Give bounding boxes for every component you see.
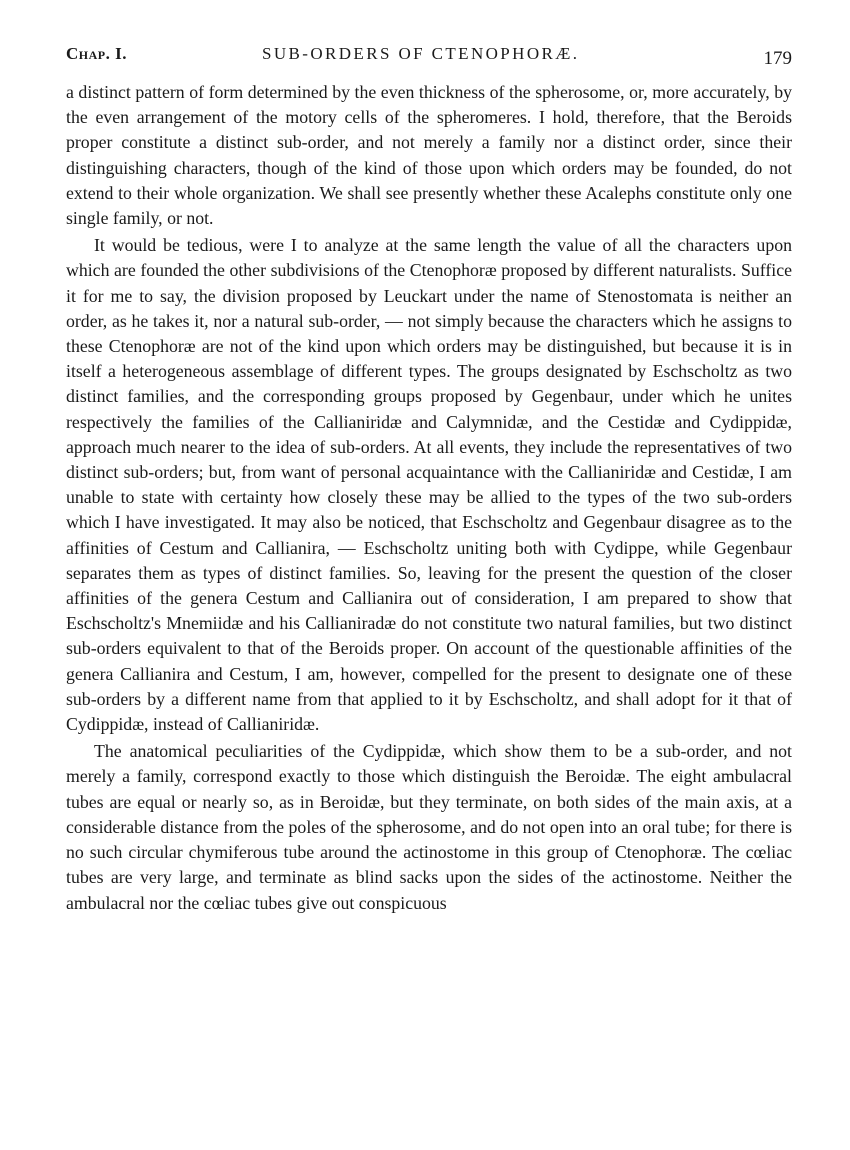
paragraph-continuation: a distinct pattern of form determined by the even thickness of the spherosome, or, more accurately, by the even arrangement of the motory cells of the spheromeres. I hold, therefore, that the Beroids proper constitute a distinct sub-order, and not merely a family nor a distinct order, since their distinguishing characters, though of the kind of those upon which orders may be founded, do not extend to their whole organization. We shall see presently whether these Acalephs constitute only one single family, or not. <box>66 82 792 229</box>
paragraph-cydippidae: The anatomical peculiarities of the Cydippidæ, which show them to be a sub-order, and not merely a family, correspond exactly to those which distinguish the Beroidæ. The eight ambulacral tubes are equal or nearly so, as in Beroidæ, but they terminate, on both sides of the main axis, at a considerable distance from the poles of the spherosome, and do not open into an oral tube; for there is no such circular chymiferous tube around the actinostome in this group of Ctenophoræ. The cœliac tubes are very large, and terminate as blind sacks upon the sides of the actinostome. Neither the ambulacral nor the cœliac tubes give out conspicuous <box>66 741 792 913</box>
running-head <box>66 34 792 74</box>
chapter-label: Chap. I. <box>66 44 127 63</box>
running-title: SUB-ORDERS OF CTENOPHORÆ. <box>262 44 580 63</box>
body-text <box>66 80 792 916</box>
book-page <box>66 34 792 916</box>
page-number: 179 <box>763 48 792 69</box>
paragraph-subdivisions: It would be tedious, were I to analyze at the same length the value of all the characters upon which are founded the other subdivisions of the Ctenophoræ proposed by different naturalists. Suffice it for me to say, the division proposed by Leuckart under the name of Stenostomata is neither an order, as he takes it, nor a natural sub-order, — not simply because the characters which he assigns to these Ctenophoræ are not of the kind upon which orders may be distinguished, but because it is in itself a heterogeneous assemblage of different types. The groups designated by Eschscholtz as two distinct families, and the corresponding groups proposed by Gegenbaur, under which he unites respectively the families of the Callianiridæ and Calymnidæ, and the Cestidæ and Cydippidæ, approach much nearer to the idea of sub-orders. At all events, they include the representatives of two distinct sub-orders; but, from want of personal acquaintance with the Callianiridæ and Cestidæ, I am unable to state with certainty how closely these may be allied to the types of the two sub-orders which I have investigated. It may also be noticed, that Eschscholtz and Gegenbaur disagree as to the affinities of Cestum and Callianira, — Eschscholtz uniting both with Cydippe, while Gegenbaur separates them as types of distinct families. So, leaving for the present the question of the closer affinities of the genera Cestum and Callianira out of consideration, I am prepared to show that Eschscholtz's Mnemiidæ and his Callianiradæ do not constitute two natural families, but two distinct sub-orders equivalent to that of the Beroids proper. On account of the questionable affinities of the genera Callianira and Cestum, I am, however, compelled for the present to designate one of these sub-orders by a different name from that applied to it by Eschscholtz, and shall adopt for it that of Cydippidæ, instead of Callianiridæ. <box>66 235 792 735</box>
